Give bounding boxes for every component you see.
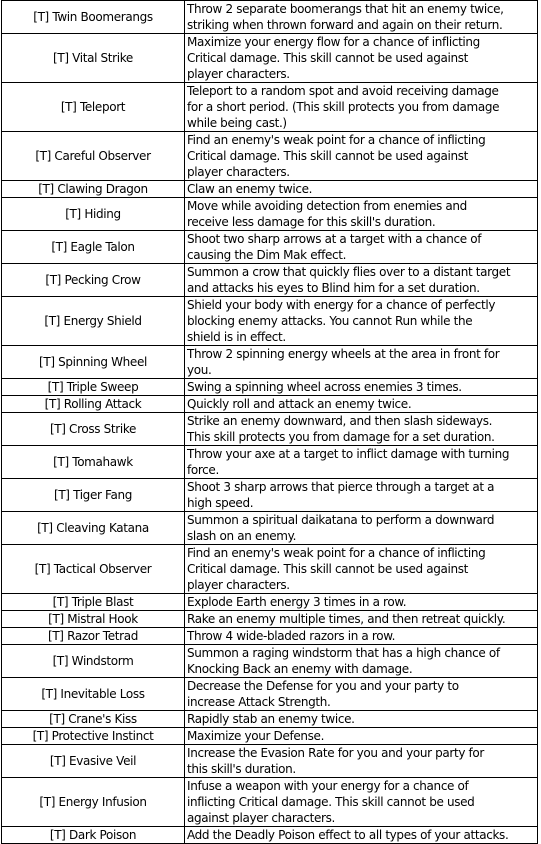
skill-description-line: player characters. xyxy=(187,67,290,81)
skill-name: [T] Clawing Dragon xyxy=(2,181,185,198)
skill-name: [T] Vital Strike xyxy=(2,34,185,83)
skill-description-line: for a short period. (This skill protects you from damage xyxy=(187,100,500,114)
skill-description-line: Throw 2 separate boomerangs that hit an enemy twice, xyxy=(187,2,504,16)
skill-description-line: Summon a crow that quickly flies over to a distant target xyxy=(187,265,511,279)
skill-description xyxy=(185,628,538,645)
skill-description-line: this skill's duration. xyxy=(187,762,296,776)
skill-name: [T] Evasive Veil xyxy=(2,745,185,778)
skill-row xyxy=(2,83,538,132)
skill-row xyxy=(2,479,538,512)
skill-description xyxy=(185,512,538,545)
skill-description-line: player characters. xyxy=(187,578,290,592)
skill-row xyxy=(2,628,538,645)
skills-table xyxy=(1,0,538,844)
skill-description-line: and attacks his eyes to Blind him for a set duration. xyxy=(187,281,480,295)
skill-description-line: causing the Dim Mak effect. xyxy=(187,248,347,262)
skill-description xyxy=(185,728,538,745)
skill-description-line: Critical damage. This skill cannot be used against xyxy=(187,149,469,163)
skill-description-line: Knocking Back an enemy with damage. xyxy=(187,662,413,676)
skill-description-line: Claw an enemy twice. xyxy=(187,182,313,196)
skill-name: [T] Tomahawk xyxy=(2,446,185,479)
skill-row xyxy=(2,745,538,778)
skill-description-line: high speed. xyxy=(187,496,254,510)
skill-description-line: blocking enemy attacks. You cannot Run while the xyxy=(187,314,473,328)
skill-row xyxy=(2,346,538,379)
skill-name: [T] Hiding xyxy=(2,198,185,231)
skill-row xyxy=(2,446,538,479)
skill-name: [T] Energy Infusion xyxy=(2,778,185,827)
skill-row xyxy=(2,396,538,413)
skill-row xyxy=(2,594,538,611)
skill-row xyxy=(2,711,538,728)
skill-name: [T] Twin Boomerangs xyxy=(2,1,185,34)
skill-description-line: Swing a spinning wheel across enemies 3 times. xyxy=(187,380,462,394)
skill-row xyxy=(2,34,538,83)
skill-description-line: Strike an enemy downward, and then slash sideways. xyxy=(187,414,493,428)
skill-description-line: player characters. xyxy=(187,165,290,179)
skill-description-line: slash on an enemy. xyxy=(187,529,297,543)
skill-description xyxy=(185,83,538,132)
skill-description xyxy=(185,231,538,264)
skill-row xyxy=(2,611,538,628)
skill-description xyxy=(185,479,538,512)
skill-name: [T] Rolling Attack xyxy=(2,396,185,413)
skill-row xyxy=(2,264,538,297)
skill-description-line: Increase the Evasion Rate for you and your party for xyxy=(187,746,485,760)
skill-row xyxy=(2,132,538,181)
skill-description-line: increase Attack Strength. xyxy=(187,695,331,709)
skill-name: [T] Tactical Observer xyxy=(2,545,185,594)
skill-row xyxy=(2,728,538,745)
skill-description-line: Throw 4 wide-bladed razors in a row. xyxy=(187,629,396,643)
skill-description-line: Quickly roll and attack an enemy twice. xyxy=(187,397,412,411)
skill-description xyxy=(185,346,538,379)
skill-name: [T] Triple Sweep xyxy=(2,379,185,396)
skill-name: [T] Protective Instinct xyxy=(2,728,185,745)
skill-description-line: Rake an enemy multiple times, and then retreat quickly. xyxy=(187,612,506,626)
skill-description xyxy=(185,645,538,678)
skill-description xyxy=(185,745,538,778)
skill-description xyxy=(185,711,538,728)
skill-row xyxy=(2,545,538,594)
skill-name: [T] Dark Poison xyxy=(2,827,185,844)
skill-description-line: Shield your body with energy for a chance of perfectly xyxy=(187,298,496,312)
skill-description xyxy=(185,297,538,346)
skill-name: [T] Inevitable Loss xyxy=(2,678,185,711)
skill-name: [T] Crane's Kiss xyxy=(2,711,185,728)
skill-row xyxy=(2,1,538,34)
skill-name: [T] Mistral Hook xyxy=(2,611,185,628)
skill-description-line: Teleport to a random spot and avoid receiving damage xyxy=(187,84,499,98)
skill-row xyxy=(2,297,538,346)
skill-description-line: inflicting Critical damage. This skill cannot be used xyxy=(187,795,475,809)
skill-row xyxy=(2,413,538,446)
skill-row xyxy=(2,181,538,198)
skill-description-line: Throw 2 spinning energy wheels at the area in front for xyxy=(187,347,500,361)
skill-description-line: Critical damage. This skill cannot be used against xyxy=(187,51,469,65)
skill-description xyxy=(185,181,538,198)
skill-row xyxy=(2,379,538,396)
skill-description xyxy=(185,396,538,413)
skill-description-line: This skill protects you from damage for a set duration. xyxy=(187,430,495,444)
skill-description-line: Shoot two sharp arrows at a target with a chance of xyxy=(187,232,482,246)
skill-description-line: you. xyxy=(187,363,212,377)
skill-name: [T] Pecking Crow xyxy=(2,264,185,297)
skill-row xyxy=(2,678,538,711)
skill-description-line: Infuse a weapon with your energy for a chance of xyxy=(187,779,469,793)
skill-description xyxy=(185,778,538,827)
skill-row xyxy=(2,645,538,678)
skill-description xyxy=(185,198,538,231)
skill-name: [T] Spinning Wheel xyxy=(2,346,185,379)
skill-description-line: Summon a raging windstorm that has a high chance of xyxy=(187,646,500,660)
skill-name: [T] Teleport xyxy=(2,83,185,132)
skill-description-line: Add the Deadly Poison effect to all types of your attacks. xyxy=(187,828,509,842)
skill-row xyxy=(2,231,538,264)
skill-description xyxy=(185,594,538,611)
skill-description xyxy=(185,379,538,396)
skill-row xyxy=(2,512,538,545)
skill-description-line: against player characters. xyxy=(187,811,336,825)
skill-description xyxy=(185,678,538,711)
skill-description-line: Summon a spiritual daikatana to perform a downward xyxy=(187,513,495,527)
skill-description-line: Throw your axe at a target to inflict damage with turning xyxy=(187,447,510,461)
skill-description-line: Rapidly stab an enemy twice. xyxy=(187,712,355,726)
skill-name: [T] Energy Shield xyxy=(2,297,185,346)
skill-description xyxy=(185,413,538,446)
skill-name: [T] Tiger Fang xyxy=(2,479,185,512)
skill-description-line: Maximize your energy flow for a chance of inflicting xyxy=(187,35,480,49)
skill-name: [T] Cross Strike xyxy=(2,413,185,446)
skill-description xyxy=(185,1,538,34)
skill-description xyxy=(185,264,538,297)
skill-description-line: Explode Earth energy 3 times in a row. xyxy=(187,595,407,609)
skill-description-line: shield is in effect. xyxy=(187,330,286,344)
skill-description-line: Find an enemy's weak point for a chance of inflicting xyxy=(187,546,486,560)
skill-description-line: Maximize your Defense. xyxy=(187,729,325,743)
skill-description xyxy=(185,446,538,479)
skill-name: [T] Razor Tetrad xyxy=(2,628,185,645)
skill-name: [T] Cleaving Katana xyxy=(2,512,185,545)
skill-description-line: Decrease the Defense for you and your party to xyxy=(187,679,459,693)
skill-description xyxy=(185,132,538,181)
skill-description xyxy=(185,545,538,594)
skills-table-body xyxy=(2,1,538,844)
skill-name: [T] Windstorm xyxy=(2,645,185,678)
skill-description-line: Shoot 3 sharp arrows that pierce through a target at a xyxy=(187,480,495,494)
skill-description-line: striking when thrown forward and again on their return. xyxy=(187,18,503,32)
skill-description-line: Find an enemy's weak point for a chance of inflicting xyxy=(187,133,486,147)
skill-row xyxy=(2,198,538,231)
skill-name: [T] Triple Blast xyxy=(2,594,185,611)
skill-description-line: Move while avoiding detection from enemies and xyxy=(187,199,467,213)
skill-description xyxy=(185,611,538,628)
skill-description-line: receive less damage for this skill's duration. xyxy=(187,215,436,229)
skill-description-line: Critical damage. This skill cannot be used against xyxy=(187,562,469,576)
skill-description-line: while being cast.) xyxy=(187,116,287,130)
skill-name: [T] Eagle Talon xyxy=(2,231,185,264)
skill-description-line: force. xyxy=(187,463,219,477)
skill-description xyxy=(185,34,538,83)
skill-name: [T] Careful Observer xyxy=(2,132,185,181)
skill-row xyxy=(2,778,538,827)
skill-row xyxy=(2,827,538,844)
skill-description xyxy=(185,827,538,844)
